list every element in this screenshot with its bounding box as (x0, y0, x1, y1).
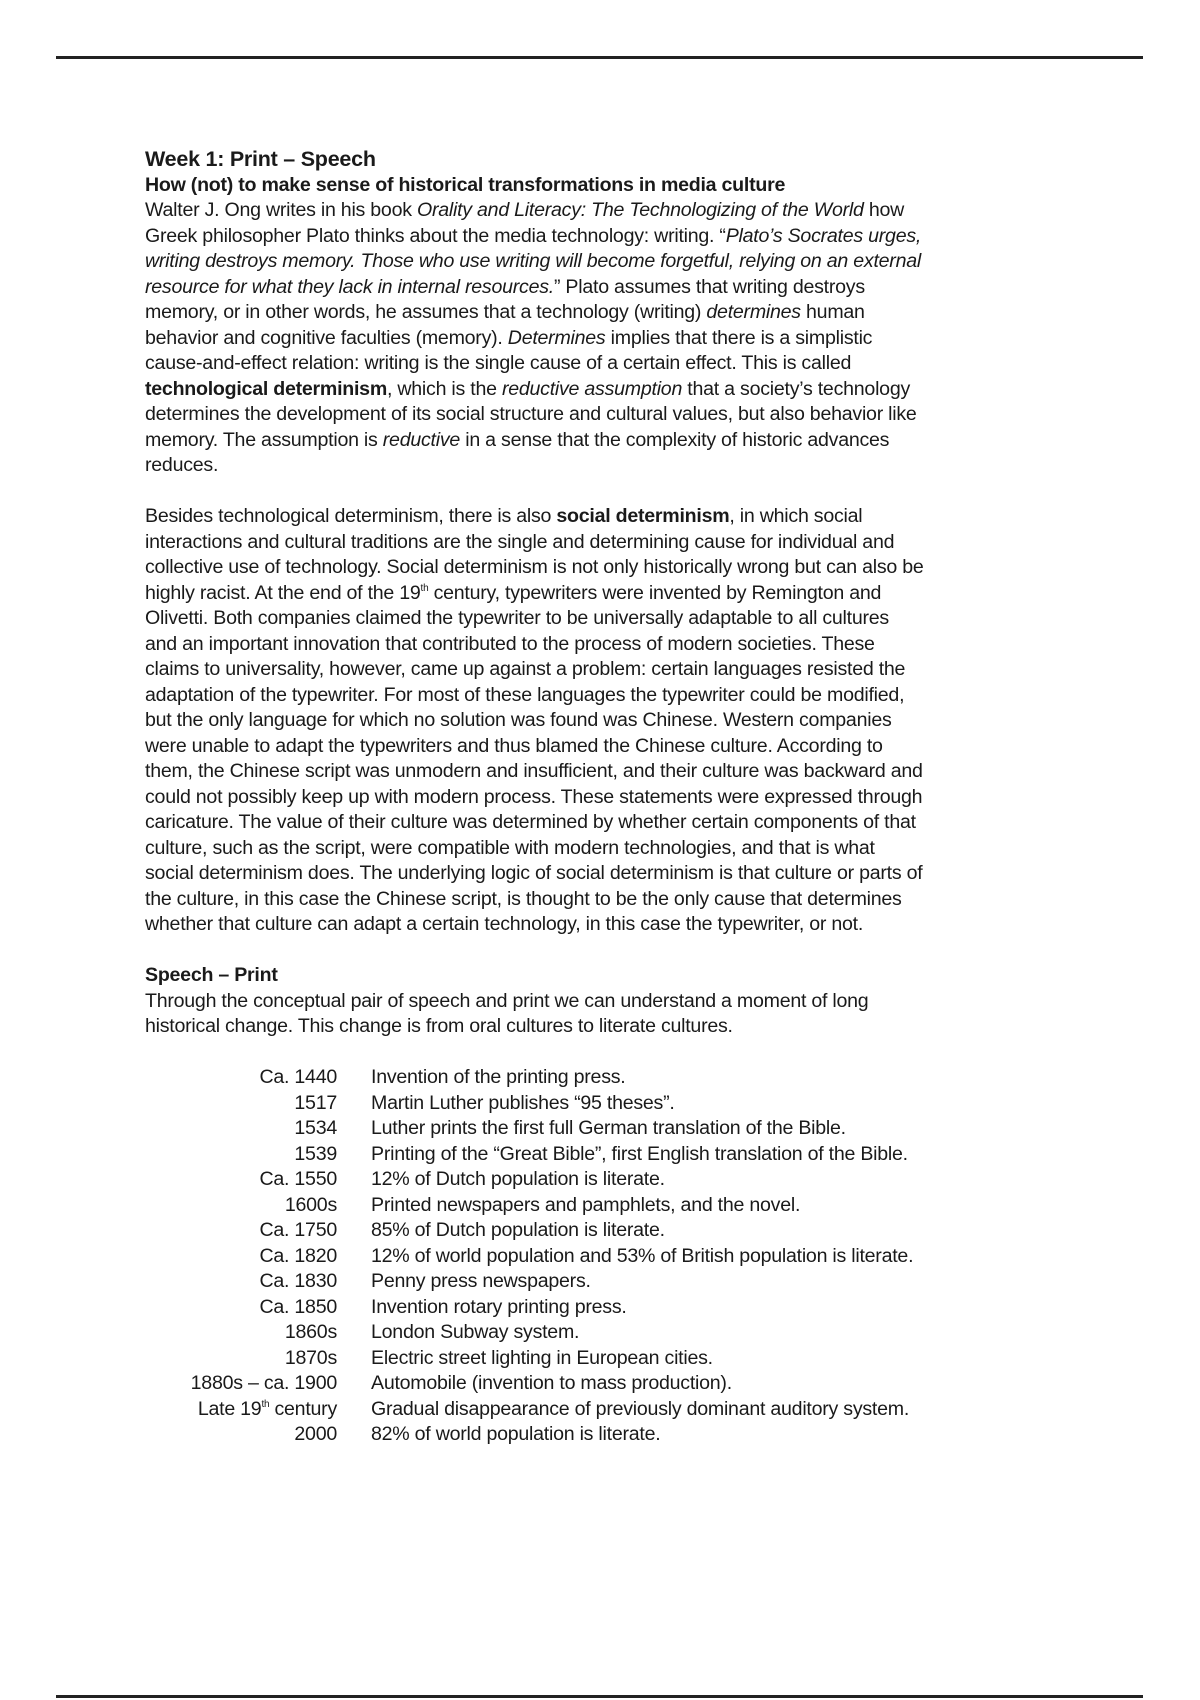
text-run: that a society’s technology (682, 377, 911, 400)
text-run: 1517 (294, 1091, 337, 1114)
text-line (145, 377, 1145, 403)
footer-rule (56, 1695, 1143, 1698)
text-run: Ca. 1750 (259, 1219, 337, 1241)
text-line (145, 453, 1145, 479)
text-run: , which is the (387, 377, 502, 400)
text-run: 1860s (284, 1321, 337, 1343)
text-line (145, 555, 1145, 581)
paragraph-speech-print (145, 989, 1145, 1040)
section-heading-speech-print: Speech – Print (145, 964, 278, 986)
timeline-date (145, 1295, 337, 1321)
header-rule (56, 56, 1143, 59)
text-line (145, 351, 1145, 377)
timeline-description: 12% of Dutch population is literate. (371, 1168, 665, 1190)
text-run: in a sense that the complexity of historic advances (460, 428, 890, 451)
timeline-date (145, 1244, 337, 1270)
text-run: historical change. This change is from oral cultures to literate cultures. (145, 1015, 733, 1037)
timeline-date (145, 1218, 337, 1244)
timeline-date (145, 1065, 337, 1091)
text-run: how (863, 199, 905, 221)
text-line (145, 785, 1145, 811)
text-line (145, 275, 1145, 301)
timeline-description: London Subway system. (371, 1321, 580, 1343)
text-run: human (800, 301, 865, 323)
text-run: Ca. 1850 (259, 1295, 337, 1318)
text-run: Olivetti. Both companies claimed the typewriter to be universally adaptable to all cultures (145, 607, 889, 629)
text-run: reduces. (145, 454, 219, 476)
text-run: 1600s (284, 1193, 337, 1216)
text-line (145, 708, 1145, 734)
text-run: behavior and cognitive faculties (memory). (145, 326, 508, 349)
timeline-entry (145, 1065, 1145, 1091)
timeline-entry (145, 1142, 1145, 1168)
timeline-entry (145, 1244, 1145, 1270)
text-line (145, 504, 1145, 530)
text-run: were unable to adapt the typewriters and thus blamed the Chinese culture. According to (145, 734, 883, 757)
timeline-date (145, 1371, 337, 1397)
text-run: Besides technological determinism, there is also (145, 505, 557, 527)
text-run: could not possibly keep up with modern process. These statements were expressed through (145, 785, 923, 808)
text-run: 2000 (294, 1423, 337, 1445)
timeline-description: Penny press newspapers. (371, 1270, 591, 1292)
text-run: century (269, 1397, 337, 1420)
text-run: social determinism does. The underlying logic of social determinism is that culture or parts of (145, 862, 923, 884)
text-run: 1870s (284, 1346, 337, 1369)
bold-text: technological determinism (145, 377, 387, 400)
paragraph-technological-determinism (145, 198, 1145, 479)
text-run: Ca. 1820 (259, 1244, 337, 1267)
timeline-entry (145, 1295, 1145, 1321)
text-run: and an important innovation that contributed to the process of modern societies. These (145, 632, 875, 655)
text-line (145, 606, 1145, 632)
bold-text: social determinism (556, 505, 730, 527)
page-title: Week 1: Print – Speech (145, 147, 376, 171)
timeline-description: Electric street lighting in European cities. (371, 1346, 713, 1369)
timeline-entry (145, 1422, 1145, 1448)
text-run: but the only language for which no solution was found was Chinese. Western companies (145, 709, 892, 731)
text-run: memory, or in other words, he assumes that a technology (writing) (145, 301, 707, 323)
text-run: Walter J. Ong writes in his book (145, 199, 417, 221)
timeline-date (145, 1167, 337, 1193)
timeline-date (145, 1193, 337, 1219)
text-line (145, 300, 1145, 326)
text-line (145, 836, 1145, 862)
timeline-date (145, 1091, 337, 1117)
timeline-description: Luther prints the first full German translation of the Bible. (371, 1117, 846, 1139)
text-run: , in which social (729, 505, 863, 527)
timeline-entry (145, 1346, 1145, 1372)
text-run: century, typewriters were invented by Remington and (428, 581, 882, 604)
text-run: Ca. 1830 (259, 1270, 337, 1292)
timeline-entry (145, 1091, 1145, 1117)
text-run: 1880s – ca. 1900 (190, 1372, 337, 1394)
text-run: adaptation of the typewriter. For most of these languages the typewriter could be modified, (145, 683, 905, 706)
timeline-date (145, 1320, 337, 1346)
timeline-list (145, 1065, 1145, 1448)
italic-text: reductive (382, 428, 461, 451)
timeline-description: Gradual disappearance of previously dominant auditory system. (371, 1397, 910, 1420)
text-run: collective use of technology. Social determinism is not only historically wrong but can also be (145, 556, 924, 578)
text-run: them, the Chinese script was unmodern and insufficient, and their culture was backward and (145, 760, 923, 782)
text-line (145, 912, 1145, 938)
timeline-date (145, 1397, 337, 1423)
timeline-entry (145, 1167, 1145, 1193)
timeline-description: 85% of Dutch population is literate. (371, 1219, 665, 1241)
text-line (145, 1014, 1145, 1040)
text-run: the culture, in this case the Chinese script, is thought to be the only cause that determines (145, 887, 902, 910)
text-line (145, 249, 1145, 275)
timeline-date (145, 1116, 337, 1142)
text-run: Late 19 (197, 1397, 262, 1420)
text-run: caricature. The value of their culture was determined by whether certain components of that (145, 811, 916, 833)
text-line (145, 224, 1145, 250)
text-line (145, 198, 1145, 224)
timeline-description: Printed newspapers and pamphlets, and the novel. (371, 1193, 801, 1216)
text-run: determines the development of its social structure and cultural values, but also behavior like (145, 403, 917, 425)
text-line (145, 683, 1145, 709)
timeline-entry (145, 1320, 1145, 1346)
text-line (145, 530, 1145, 556)
italic-text: writing destroys memory. Those who use writing will become forgetful, relying on an external (145, 250, 921, 272)
text-run: culture, such as the script, were compatible with modern technologies, and that is what (145, 836, 875, 859)
timeline-entry (145, 1397, 1145, 1423)
text-run: Greek philosopher Plato thinks about the media technology: writing. “ (145, 224, 726, 247)
text-line (145, 326, 1145, 352)
text-line (145, 734, 1145, 760)
text-run: cause-and-effect relation: writing is the single cause of a certain effect. This is called (145, 352, 852, 374)
text-line (145, 759, 1145, 785)
superscript: th (261, 1398, 270, 1410)
superscript: th (420, 582, 429, 594)
text-line (145, 989, 1145, 1015)
italic-text: Orality and Literacy: The Technologizing of the World (416, 199, 864, 221)
text-run: 1534 (294, 1117, 337, 1139)
text-line (145, 810, 1145, 836)
timeline-entry (145, 1116, 1145, 1142)
timeline-description: 82% of world population is literate. (371, 1423, 661, 1445)
text-run: implies that there is a simplistic (605, 326, 873, 349)
text-run: memory. The assumption is (145, 428, 383, 451)
text-line (145, 887, 1145, 913)
text-run: claims to universality, however, came up against a problem: certain languages resisted the (145, 658, 906, 680)
text-run: Through the conceptual pair of speech and print we can understand a moment of long (145, 989, 869, 1012)
timeline-date (145, 1346, 337, 1372)
timeline-entry (145, 1269, 1145, 1295)
timeline-entry (145, 1218, 1145, 1244)
paragraph-social-determinism (145, 504, 1145, 938)
text-line (145, 632, 1145, 658)
timeline-description: Automobile (invention to mass production). (371, 1372, 732, 1394)
italic-text: reductive assumption (501, 377, 683, 400)
text-run: highly racist. At the end of the 19 (145, 581, 421, 604)
text-run: Ca. 1550 (259, 1168, 337, 1190)
text-run: Ca. 1440 (259, 1066, 337, 1088)
timeline-entry (145, 1371, 1145, 1397)
timeline-description: Printing of the “Great Bible”, first English translation of the Bible. (371, 1142, 908, 1165)
timeline-date (145, 1142, 337, 1168)
timeline-description: Invention rotary printing press. (371, 1295, 627, 1318)
section-subtitle: How (not) to make sense of historical transformations in media culture (145, 173, 786, 196)
text-run: ” Plato assumes that writing destroys (553, 275, 865, 298)
italic-text: determines (706, 301, 801, 323)
timeline-description: Martin Luther publishes “95 theses”. (371, 1091, 675, 1114)
text-run: interactions and cultural traditions are the single and determining cause for individual and (145, 530, 895, 553)
timeline-entry (145, 1193, 1145, 1219)
italic-text: Plato’s Socrates urges, (725, 224, 922, 247)
text-line (145, 402, 1145, 428)
document-body (145, 147, 1145, 1448)
text-line (145, 657, 1145, 683)
text-run: 1539 (294, 1142, 337, 1165)
text-line (145, 861, 1145, 887)
timeline-description: Invention of the printing press. (371, 1066, 626, 1088)
text-run: whether that culture can adapt a certain technology, in this case the typewriter, or not. (145, 913, 864, 935)
timeline-description: 12% of world population and 53% of British population is literate. (371, 1244, 914, 1267)
text-line (145, 581, 1145, 607)
italic-text: Determines (507, 326, 606, 349)
timeline-date (145, 1422, 337, 1448)
text-line (145, 428, 1145, 454)
timeline-date (145, 1269, 337, 1295)
italic-text: resource for what they lack in internal resources. (145, 275, 554, 298)
